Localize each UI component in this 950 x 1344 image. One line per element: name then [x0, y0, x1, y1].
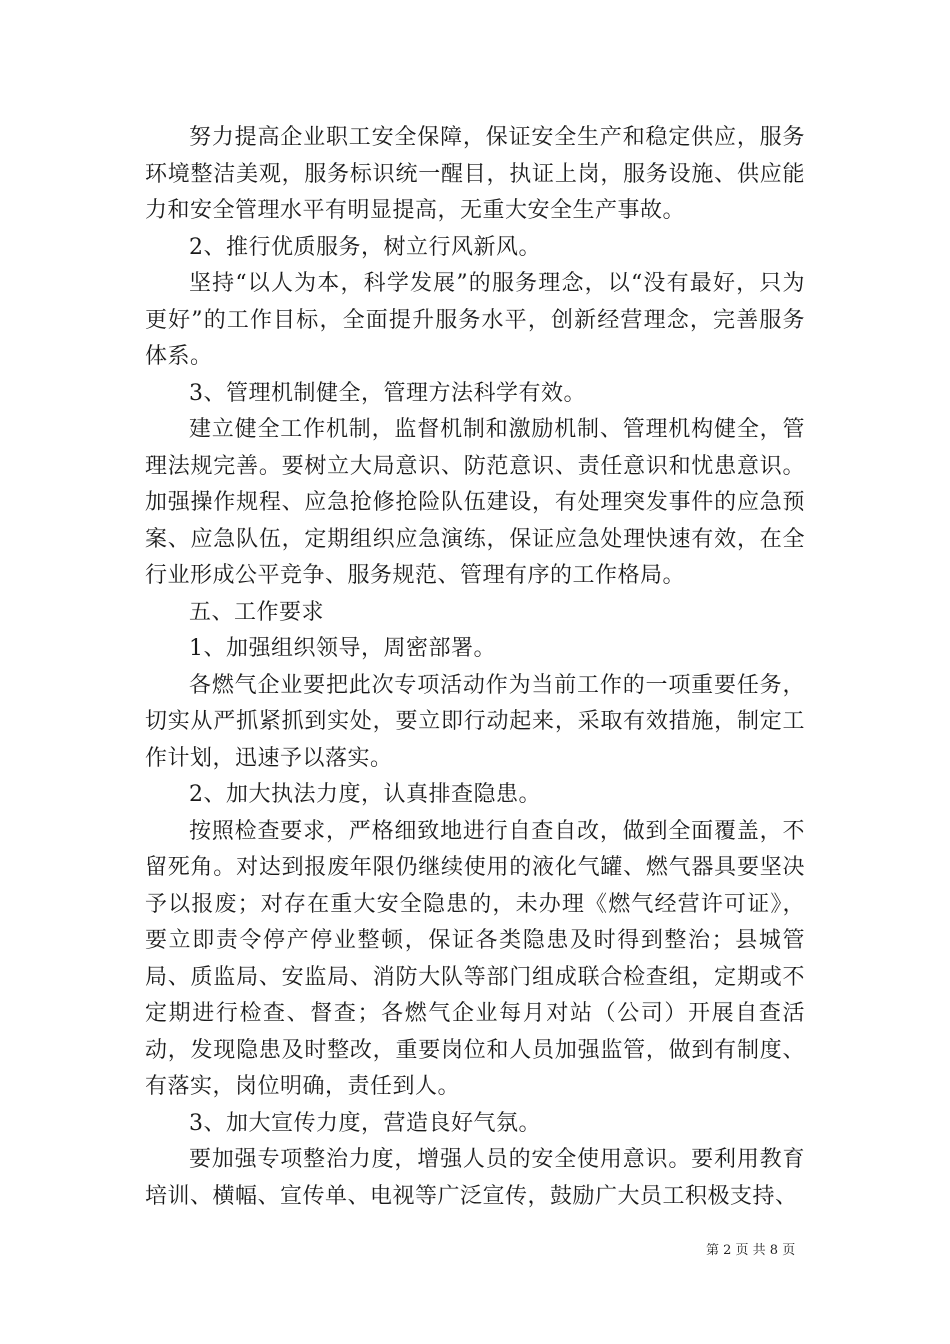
- heading-1-leadership: 1、加强组织领导，周密部署。: [189, 636, 496, 661]
- document-body: [145, 120, 805, 1215]
- heading-2-enforcement: 2、加大执法力度，认真排查隐患。: [189, 782, 541, 807]
- paragraph-10: 按照检查要求，严格细致地进行自查自改，做到全面覆盖，不留死角。对达到报废年限仍继续使用的液化气罐、燃气器具要坚决予以报废；对存在重大安全隐患的，未办理《燃气经营许可证》，要立即责令停产停业整顿，保证各类隐患及时得到整治；县城管局、质监局、安监局、消防大队等部门组成联合检查组，定期或不定期进行检查、督查；各燃气企业每月对站（公司）开展自查活动，发现隐患及时整改，重要岗位和人员加强监管，做到有制度、有落实，岗位明确，责任到人。: [145, 818, 805, 1099]
- paragraph-5: 建立健全工作机制，监督机制和激励机制、管理机构健全，管理法规完善。要树立大局意识、防范意识、责任意识和忧患意识。加强操作规程、应急抢修抢险队伍建设，有处理突发事件的应急预案、应急队伍，定期组织应急演练，保证应急处理快速有效，在全行业形成公平竞争、服务规范、管理有序的工作格局。: [145, 417, 805, 588]
- paragraph-8: 各燃气企业要把此次专项活动作为当前工作的一项重要任务，切实从严抓紧抓到实处，要立即行动起来，采取有效措施，制定工作计划，迅速予以落实。: [145, 672, 805, 771]
- paragraph-3: 坚持“以人为本，科学发展”的服务理念，以“没有最好，只为更好”的工作目标，全面提升服务水平，创新经营理念，完善服务体系。: [145, 271, 805, 369]
- section-heading-work-requirements: 五、工作要求: [189, 599, 325, 625]
- paragraph-1: 努力提高企业职工安全保障，保证安全生产和稳定供应，服务环境整洁美观，服务标识统一醒目，执证上岗，服务设施、供应能力和安全管理水平有明显提高，无重大安全生产事故。: [145, 125, 805, 223]
- paragraph-12: 要加强专项整治力度，增强人员的安全使用意识。要利用教育培训、横幅、宣传单、电视等广泛宣传，鼓励广大员工积极支持、: [145, 1147, 805, 1209]
- heading-3-publicity: 3、加大宣传力度，营造良好气氛。: [189, 1110, 541, 1136]
- page-number: 第 2 页 共 8 页: [706, 1243, 796, 1258]
- heading-2-service: 2、推行优质服务，树立行风新风。: [189, 234, 541, 260]
- heading-3-management: 3、管理机制健全，管理方法科学有效。: [189, 380, 586, 406]
